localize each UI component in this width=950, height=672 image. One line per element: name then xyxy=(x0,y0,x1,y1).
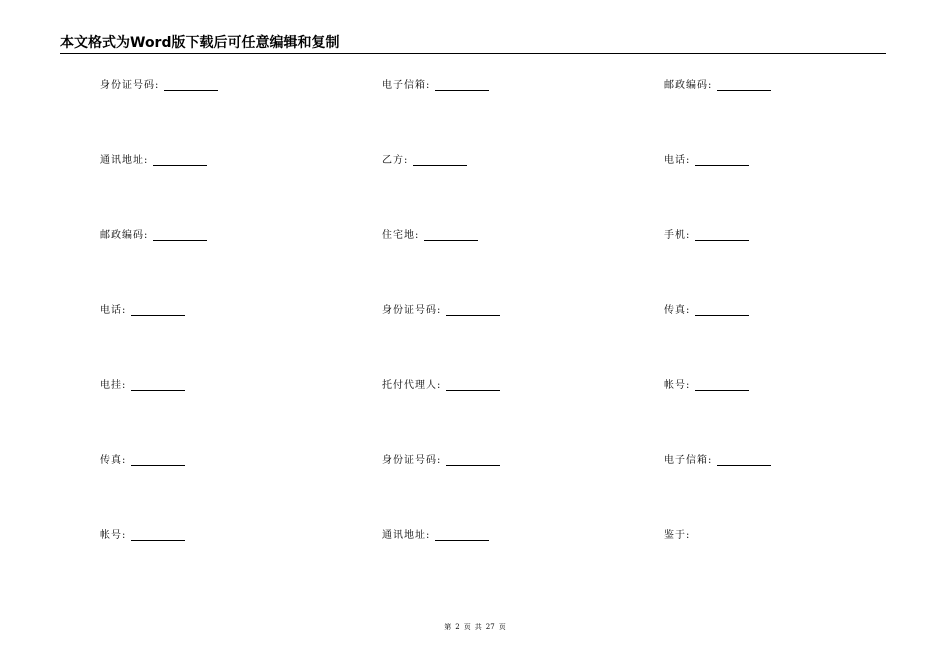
field-row xyxy=(0,529,950,545)
field-account-number xyxy=(664,379,749,395)
field-row xyxy=(0,454,950,470)
field-label: 手机: xyxy=(664,230,691,241)
field-row xyxy=(0,79,950,95)
field-email xyxy=(664,454,771,470)
field-label: 住宅地: xyxy=(382,230,420,241)
field-fax xyxy=(100,454,185,470)
page-number: 2 xyxy=(455,623,460,631)
field-id-number xyxy=(382,454,500,470)
field-label: 电子信箱: xyxy=(382,80,431,91)
page-word: 页 xyxy=(463,623,471,631)
fill-in-blank[interactable] xyxy=(446,454,500,466)
field-label: 托付代理人: xyxy=(382,380,442,391)
field-postal-code xyxy=(664,79,771,95)
field-phone xyxy=(100,304,185,320)
fill-in-blank[interactable] xyxy=(717,79,771,91)
field-residence xyxy=(382,229,478,245)
field-row xyxy=(0,379,950,395)
field-party-b xyxy=(382,154,467,170)
fill-in-blank[interactable] xyxy=(131,304,185,316)
fill-in-blank[interactable] xyxy=(131,379,185,391)
field-whereas xyxy=(664,529,690,545)
field-mailing-address xyxy=(382,529,489,545)
field-label: 身份证号码: xyxy=(100,80,160,91)
field-authorized-agent xyxy=(382,379,500,395)
field-label: 邮政编码: xyxy=(664,80,713,91)
field-label: 邮政编码: xyxy=(100,230,149,241)
field-label: 鉴于: xyxy=(664,530,691,541)
field-label: 帐号: xyxy=(664,380,691,391)
fill-in-blank[interactable] xyxy=(446,304,500,316)
fill-in-blank[interactable] xyxy=(435,529,489,541)
total-prefix: 共 xyxy=(474,623,482,631)
field-id-number xyxy=(382,304,500,320)
field-telegraph xyxy=(100,379,185,395)
fill-in-blank[interactable] xyxy=(164,79,218,91)
field-row xyxy=(0,304,950,320)
field-label: 身份证号码: xyxy=(382,455,442,466)
total-word: 页 xyxy=(498,623,506,631)
field-label: 传真: xyxy=(100,455,127,466)
fill-in-blank[interactable] xyxy=(153,154,207,166)
field-fax xyxy=(664,304,749,320)
fill-in-blank[interactable] xyxy=(435,79,489,91)
fill-in-blank[interactable] xyxy=(413,154,467,166)
field-label: 传真: xyxy=(664,305,691,316)
field-label: 通讯地址: xyxy=(100,155,149,166)
document-title: 本文格式为Word版下载后可任意编辑和复制 xyxy=(60,35,340,51)
field-mobile xyxy=(664,229,749,245)
fill-in-blank[interactable] xyxy=(695,304,749,316)
field-label: 身份证号码: xyxy=(382,305,442,316)
field-label: 通讯地址: xyxy=(382,530,431,541)
field-mailing-address xyxy=(100,154,207,170)
field-label: 电子信箱: xyxy=(664,455,713,466)
field-label: 电挂: xyxy=(100,380,127,391)
field-postal-code xyxy=(100,229,207,245)
field-id-number xyxy=(100,79,218,95)
field-label: 电话: xyxy=(664,155,691,166)
field-phone xyxy=(664,154,749,170)
fill-in-blank[interactable] xyxy=(695,379,749,391)
total-pages: 27 xyxy=(485,623,495,631)
fill-in-blank[interactable] xyxy=(717,454,771,466)
field-row xyxy=(0,229,950,245)
field-account-number xyxy=(100,529,185,545)
fill-in-blank[interactable] xyxy=(131,529,185,541)
fill-in-blank[interactable] xyxy=(446,379,500,391)
field-email xyxy=(382,79,489,95)
fill-in-blank[interactable] xyxy=(153,229,207,241)
fill-in-blank[interactable] xyxy=(695,154,749,166)
field-label: 帐号: xyxy=(100,530,127,541)
page-prefix: 第 xyxy=(444,623,452,631)
field-label: 乙方: xyxy=(382,155,409,166)
fill-in-blank[interactable] xyxy=(131,454,185,466)
field-label: 电话: xyxy=(100,305,127,316)
fill-in-blank[interactable] xyxy=(695,229,749,241)
fill-in-blank[interactable] xyxy=(424,229,478,241)
page-footer xyxy=(0,622,950,632)
field-row xyxy=(0,154,950,170)
